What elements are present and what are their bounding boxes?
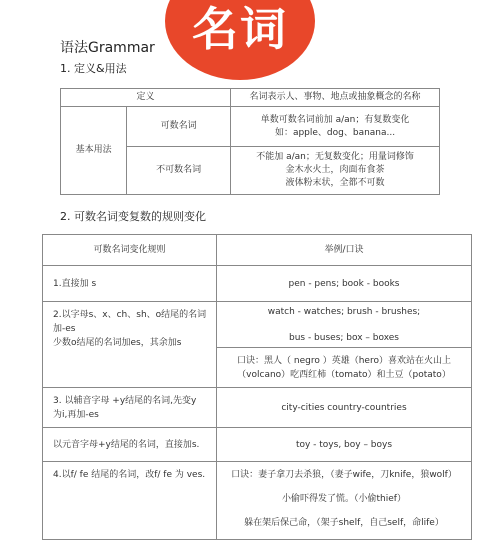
uncountable-desc: 不能加 a/an；无复数变化；用量词修饰 金木水火土，肉面布食茶 液体粉末状，全都不可数 (231, 147, 440, 195)
table-row: 3. 以辅音字母 +y结尾的名词,先变y 为i,再加-es city-cities country-countries (43, 388, 472, 428)
table-row: 1.直接加 s pen - pens; book - books (43, 266, 472, 302)
table-row: 以元音字母+y结尾的名词，直接加s. toy - toys, boy – boys (43, 428, 472, 462)
basic-usage-label: 基本用法 (61, 107, 127, 195)
badge-text: 名词 (192, 2, 288, 56)
plural-header-rule: 可数名词变化规则 (43, 235, 217, 266)
definition-header-right: 名词表示人、事物、地点或抽象概念的名称 (231, 89, 440, 107)
countable-desc: 单数可数名词前加 a/an；有复数变化 如：apple、dog、banana... (231, 107, 440, 147)
definition-table (60, 88, 440, 195)
uncountable-label: 不可数名词 (127, 147, 231, 195)
table-row: 2.以字母s、x、ch、sh、o结尾的名词 加-es 少数o结尾的名词加es，其余加s watch - watches; brush - brushes; bus - buses; box – boxes (43, 302, 472, 348)
table-row: 4.以f/ fe 结尾的名词，改f/ fe 为 ves. 口诀：妻子拿刀去杀狼，（妻子wife，刀knife，狼wolf） 小偷吓得发了慌。（小偷thief） 躲在架后保己命，（架子shelf，自己self，命life） (43, 462, 472, 540)
definition-header-left: 定义 (61, 89, 231, 107)
plural-rules-table (42, 234, 472, 540)
section-heading-definition: 1. 定义&用法 (60, 62, 127, 75)
page-title: 语法Grammar (60, 40, 155, 56)
plural-header-example: 举例/口诀 (217, 235, 472, 266)
table-row: 口诀：黑人（ negro ）英雄（hero）喜欢站在火山上 （volcano）吃西红柿（tomato）和土豆（potato） (43, 348, 472, 388)
countable-label: 可数名词 (127, 107, 231, 147)
section-heading-plural: 2. 可数名词变复数的规则变化 (60, 210, 206, 223)
